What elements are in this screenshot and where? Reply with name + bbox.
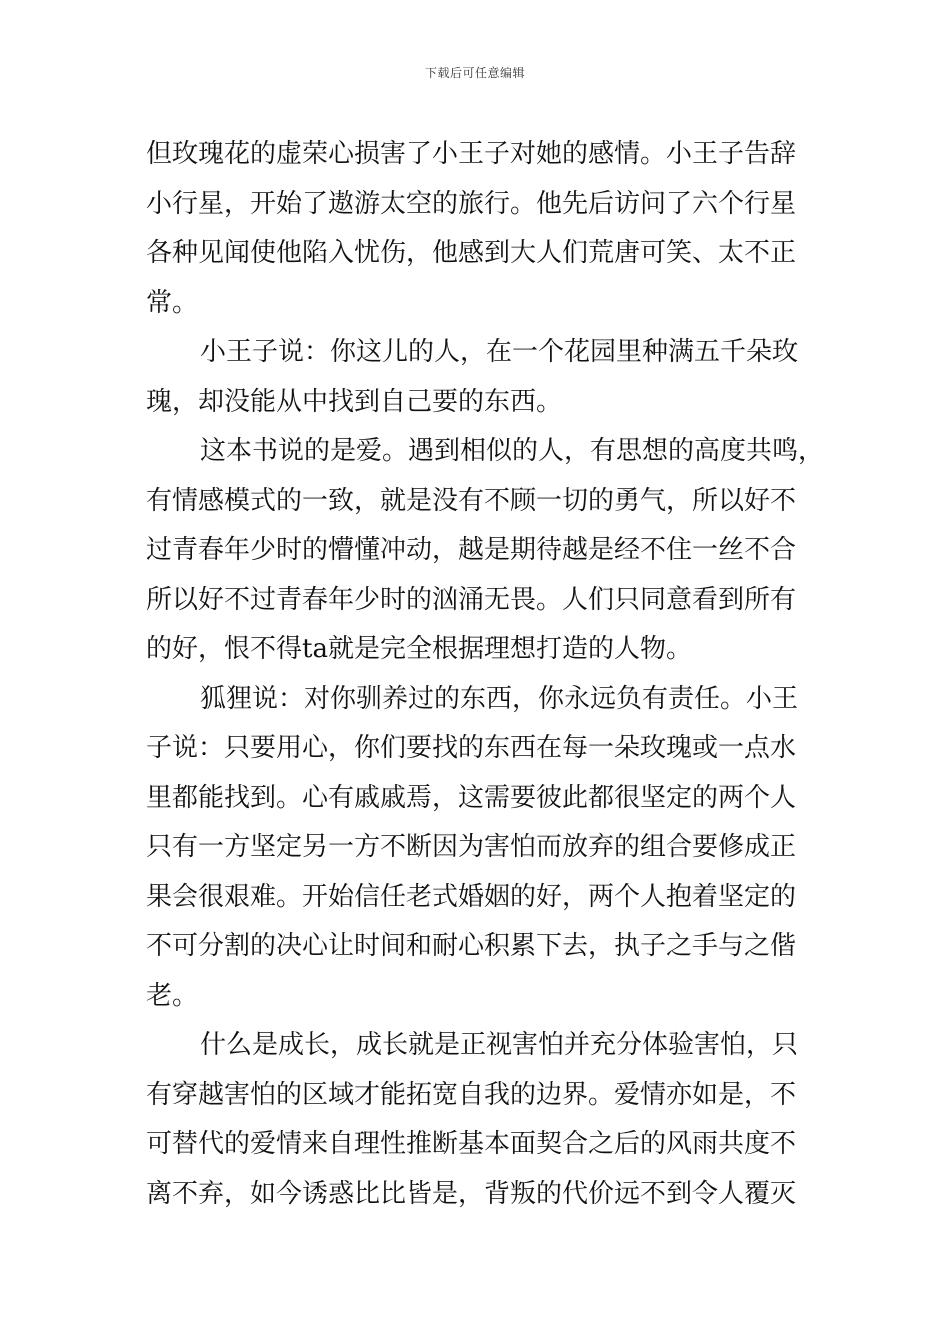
text-line: 只有一方坚定另一方不断因为害怕而放弃的组合要修成正	[146, 832, 797, 862]
text-line: 过青春年少时的懵懂冲动，越是期待越是经不住一丝不合	[146, 535, 797, 565]
text-line: 所以好不过青春年少时的汹涌无畏。人们只同意看到所有	[146, 584, 797, 615]
text-line: 常。	[146, 287, 199, 318]
text-line-paragraph-start: 狐狸说：对你驯养过的东西，你永远负有责任。小王	[200, 683, 799, 714]
text-line: 可替代的爱情来自理性推断基本面契合之后的风雨共度不	[146, 1129, 797, 1159]
text-line-paragraph-start: 小王子说：你这儿的人，在一个花园里种满五千朵玫	[200, 337, 799, 367]
text-line: 有情感模式的一致，就是没有不顾一切的勇气，所以好不	[146, 485, 797, 516]
text-line: 里都能找到。心有戚戚焉，这需要彼此都很坚定的两个人	[146, 782, 797, 813]
text-line: 离不弃，如今诱惑比比皆是，背叛的代价远不到令人覆灭	[146, 1178, 797, 1209]
text-line: 老。	[146, 980, 199, 1011]
text-line: 果会很艰难。开始信任老式婚姻的好，两个人抱着坚定的	[146, 881, 797, 912]
text-line: 有穿越害怕的区域才能拓宽自我的边界。爱情亦如是，不	[146, 1079, 797, 1110]
text-line: 的好，恨不得ta就是完全根据理想打造的人物。	[146, 634, 692, 664]
text-line: 但玫瑰花的虚荣心损害了小王子对她的感情。小王子告辞	[146, 139, 797, 169]
text-line-paragraph-start: 这本书说的是爱。遇到相似的人，有思想的高度共鸣，	[200, 436, 825, 466]
page-header: 下载后可任意编辑	[424, 66, 525, 80]
text-line: 子说：只要用心，你们要找的东西在每一朵玫瑰或一点水	[146, 733, 797, 763]
text-line: 各种见闻使他陷入忧伤，他感到大人们荒唐可笑、太不正	[146, 238, 797, 268]
document-body	[146, 130, 825, 1219]
text-line-paragraph-start: 什么是成长，成长就是正视害怕并充分体验害怕，只	[200, 1030, 799, 1060]
text-line: 不可分割的决心让时间和耐心积累下去，执子之手与之偕	[146, 931, 797, 961]
text-line: 瑰，却没能从中找到自己要的东西。	[146, 386, 563, 417]
text-line: 小行星，开始了遨游太空的旅行。他先后访问了六个行星	[146, 188, 797, 219]
